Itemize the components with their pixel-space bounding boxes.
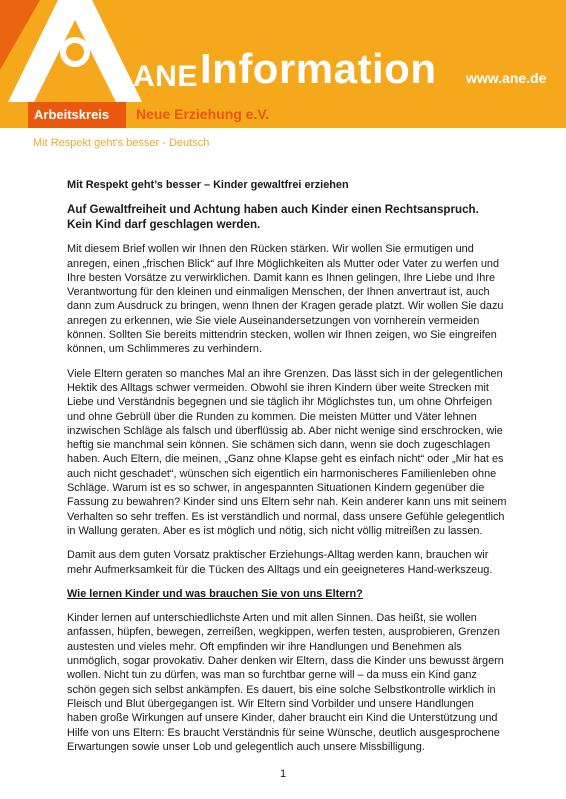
- brand-ane: ANE: [133, 60, 198, 93]
- section-heading: Wie lernen Kinder und was brauchen Sie von uns Eltern?: [67, 587, 363, 600]
- document-title: Mit Respekt geht’s besser – Kinder gewaltfrei erziehen: [67, 179, 349, 191]
- paragraph-1: Mit diesem Brief wollen wir Ihnen den Rücken stärken. Wir wollen Sie ermutigen und anregen, einen „frischen Blick“ auf Ihre Möglichkeiten als Mutter oder Vater zu werfen und Ihre besten Vorsätze zu verwirklichen. Damit kann es Ihnen gelingen, Ihre Liebe und Ihre Verantwortung für den kleinen und einmaligen Menschen, der Ihnen anvertraut ist, auch dann zum Ausdruck zu bringen, wenn Ihnen der Kragen gerade platzt. Wir wollen Sie dazu anregen zu erkennen, wie Sie viele Auseinandersetzungen von vornherein vermeiden können. Sollten Sie bereits mittendrin stecken, wollen wir Ihnen zeigen, wo Sie eingreifen können, um Schlimmeres zu verhindern.: [67, 243, 504, 356]
- website-url[interactable]: www.ane.de: [466, 70, 547, 86]
- tagline: Mit Respekt geht's besser - Deutsch: [33, 137, 210, 149]
- paragraph-4: Kinder lernen auf unterschiedlichste Arten und mit allen Sinnen. Das heißt, sie wollen anfassen, hüpfen, bewegen, zerreißen, wegkippen, werfen testen, ausprobieren, Grenzen austesten und vieles mehr. Oft empfinden wir ihre Handlungen und Benehmen als unmöglich, sogar provokativ. Daher denken wir Eltern, dass die Kinder uns bewusst ärgern wollen. Nicht tun zu dürfen, was man so furchtbar gerne will – da muss ein Kind ganz schön gegen sich selbst ankämpfen. Es dauert, bis eine solche Selbstkontrolle wirklich in Fleisch und Blut übergegangen ist. Wir Eltern sind Vorbilder und unsere Handlungen haben große Wirkungen auf unsere Kinder, daher braucht ein Kind die Unterstützung und Hilfe von uns Eltern: Es braucht Verständnis für seine Wünsche, deutlich ausgesprochene Erwartungen sowie unser Lob und gelegentlich auch unsere Missbilligung.: [67, 612, 504, 753]
- header-banner: [0, 0, 566, 128]
- document-body: [67, 178, 507, 764]
- lead-statement: Auf Gewaltfreiheit und Achtung haben auch Kinder einen Rechtsanspruch. Kein Kind darf geschlagen werden.: [67, 203, 479, 232]
- arbeitskreis-label: Arbeitskreis: [34, 107, 110, 122]
- neue-erziehung-label: Neue Erziehung e.V.: [136, 106, 270, 122]
- brand-information: Information: [200, 45, 437, 92]
- paragraph-3: Damit aus dem guten Vorsatz praktischer Erziehungs-Alltag werden kann, brauchen wir mehr Aufmerksamkeit für die Tücken des Alltags und ein geeigneteres Hand-werkszeug.: [67, 549, 493, 576]
- page-number: 1: [280, 768, 287, 780]
- paragraph-2: Viele Eltern geraten so manches Mal an ihre Grenzen. Das lässt sich in der gelegentlichen Hektik des Alltags schwer vermeiden. Obwohl sie ihren Kindern über weite Strecken mit Liebe und Verständnis begegnen und sie täglich ihr Möglichstes tun, um ohne Ohrfeigen und ohne Gebrüll über die Runden zu kommen. Die meisten Mütter und Väter lehnen inzwischen Schläge als falsch und überflüssig ab. Aber nicht wenige sind erschrocken, wie heftig sie manchmal sein können. Sie schämen sich dann, wenn sie doch zugeschlagen haben. Auch Eltern, die meinen, „Ganz ohne Klapse geht es einfach nicht“ oder „Mir hat es auch nicht geschadet“, wünschen sich eigentlich ein harmonischeres Familienleben ohne Schläge. Warum ist es so schwer, in angespannten Situationen Kindern gegenüber die Fassung zu bewahren? Kinder sind uns Eltern sehr nah. Kein anderer kann uns mit seinem Verhalten so sehr treffen. Es ist verständlich und normal, dass unsere Gefühle gelegentlich in Wallung geraten. Aber es ist möglich und nötig, sich nicht völlig mitreißen zu lassen.: [67, 367, 507, 537]
